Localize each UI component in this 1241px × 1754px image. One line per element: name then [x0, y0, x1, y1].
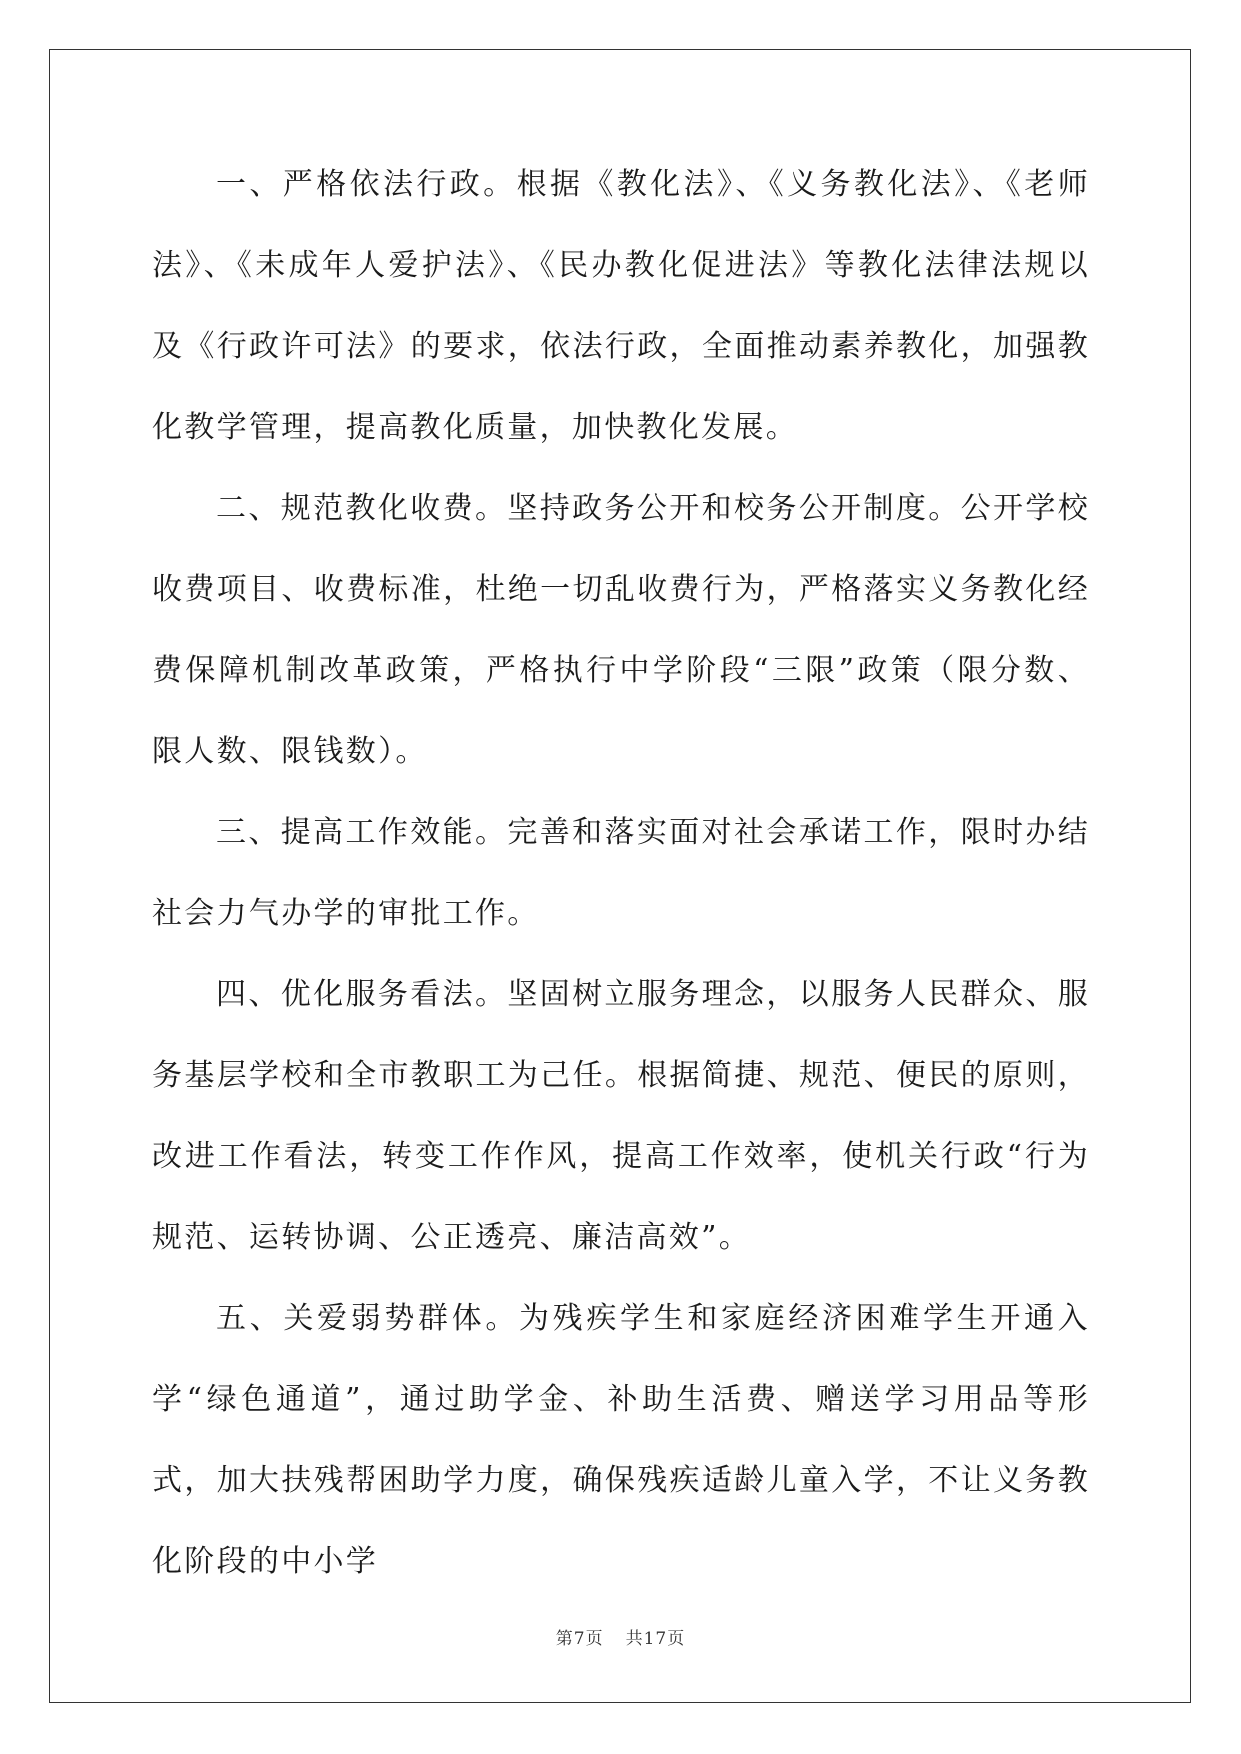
- paragraph-1: 一、严格依法行政。根据《教化法》、《义务教化法》、《老师法》、《未成年人爱护法》、《民办教化促进法》等教化法律法规以及《行政许可法》的要求，依法行政，全面推动素养教化，加强教化教学管理，提高教化质量，加快教化发展。: [152, 167, 1090, 445]
- page-footer: [0, 1624, 1241, 1649]
- document-body: [152, 144, 1090, 1602]
- total-page-count: 共17页: [625, 1629, 686, 1649]
- paragraph-2: 二、规范教化收费。坚持政务公开和校务公开制度。公开学校收费项目、收费标准，杜绝一切乱收费行为，严格落实义务教化经费保障机制改革政策，严格执行中学阶段“三限”政策（限分数、限人数、限钱数）。: [152, 491, 1090, 769]
- paragraph-4: 四、优化服务看法。坚固树立服务理念，以服务人民群众、服务基层学校和全市教职工为己任。根据简捷、规范、便民的原则，改进工作看法，转变工作作风，提高工作效率，使机关行政“行为规范、运转协调、公正透亮、廉洁高效”。: [152, 977, 1090, 1255]
- paragraph-5: 五、关爱弱势群体。为残疾学生和家庭经济困难学生开通入学“绿色通道”，通过助学金、补助生活费、赠送学习用品等形式，加大扶残帮困助学力度，确保残疾适龄儿童入学，不让义务教化阶段的中小学: [152, 1301, 1090, 1579]
- current-page-number: 第7页: [555, 1629, 604, 1649]
- paragraph-3: 三、提高工作效能。完善和落实面对社会承诺工作，限时办结社会力气办学的审批工作。: [152, 815, 1090, 931]
